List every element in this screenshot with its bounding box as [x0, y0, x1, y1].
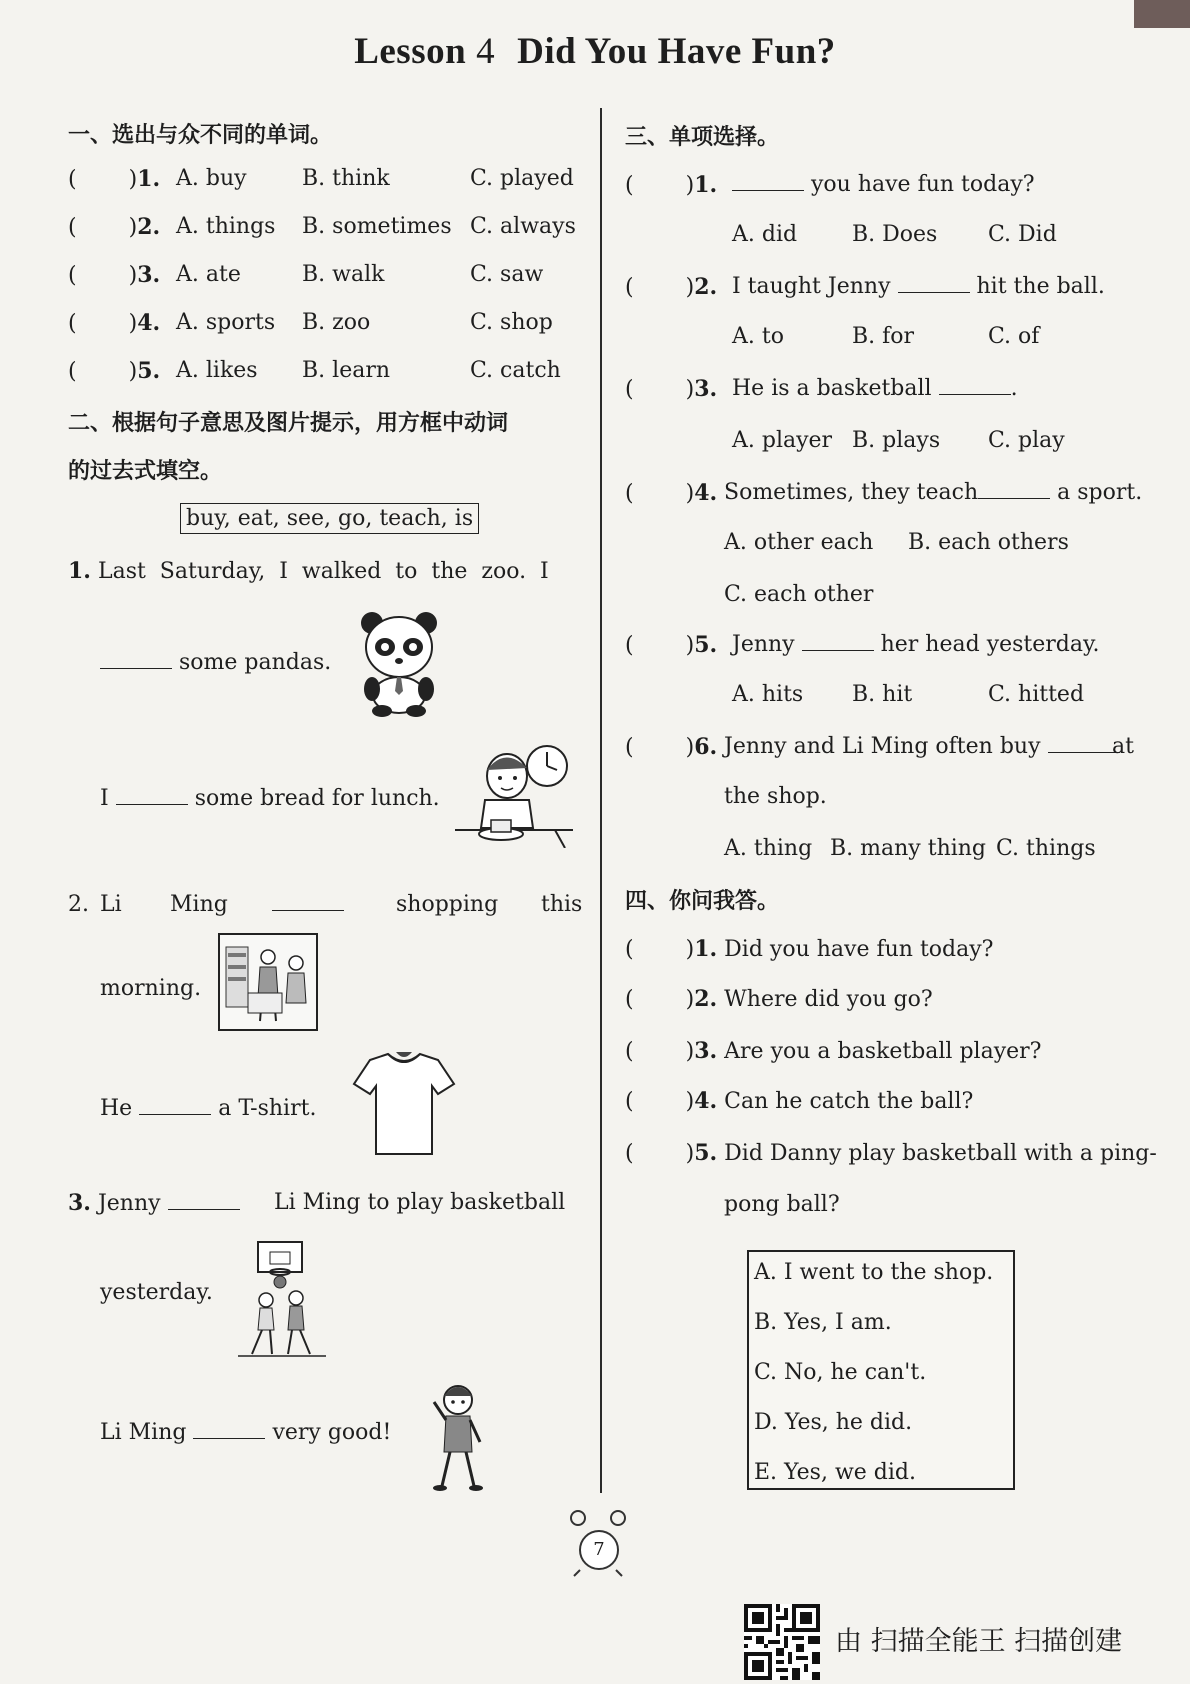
answer-options-box [747, 1250, 1015, 1490]
answer-blank[interactable] [1048, 734, 1120, 753]
list-item: ( )4. [625, 480, 718, 506]
list-item: ( )1. [68, 166, 161, 192]
list-item: ( )3. Are you a basketball player? [625, 1038, 1042, 1064]
option-c: C. play [988, 428, 1065, 453]
section3-heading: 三、单项选择。 [625, 125, 780, 150]
answer-option: B. Yes, I am. [754, 1310, 892, 1335]
option-a: A. sports [176, 310, 276, 335]
answer-blank[interactable] [939, 376, 1011, 395]
answer-option: E. Yes, we did. [754, 1460, 916, 1485]
option-a: A. did [732, 222, 798, 247]
question-2-word: Ming [170, 892, 228, 917]
list-item: ( )5. [625, 632, 718, 658]
option-c: C. hitted [988, 682, 1085, 707]
question-2-word: Li [100, 892, 122, 917]
list-item: ( )6. [625, 734, 718, 760]
question-2-number: 2. [68, 892, 89, 917]
choice-question-6: Jenny and Li Ming often buy [724, 734, 1120, 759]
choice-question-2: I taught Jenny hit the ball. [732, 274, 1105, 299]
answer-blank[interactable] [193, 1420, 265, 1439]
basketball-picture [238, 1240, 326, 1358]
question-1-sentence-a: some pandas. [100, 650, 331, 675]
list-item: ( )2. Where did you go? [625, 986, 933, 1012]
option-a: A. things [176, 214, 276, 239]
option-b: B. zoo [302, 310, 371, 335]
option-b: B. hit [852, 682, 913, 707]
page-title [0, 30, 1190, 73]
section1-heading: 一、选出与众不同的单词。 [68, 123, 333, 148]
answer-blank[interactable] [116, 786, 188, 805]
column-divider [600, 108, 602, 1493]
question-2-blank [272, 892, 344, 917]
page-number: 7 [579, 1530, 619, 1570]
answer-blank[interactable] [802, 632, 874, 651]
option-b: B. walk [302, 262, 385, 287]
section2-heading: 二、根据句子意思及图片提示，用方框中动词 [68, 411, 509, 436]
option-b: B. Does [852, 222, 938, 247]
list-item: ( )3. [68, 262, 161, 288]
qr-code-icon [744, 1604, 820, 1680]
option-a: A. ate [176, 262, 241, 287]
option-c: C. played [470, 166, 574, 191]
list-item: ( )5. [68, 358, 161, 384]
option-c: C. Did [988, 222, 1057, 247]
option-b: B. each others [908, 530, 1069, 555]
option-a: A. buy [176, 166, 247, 191]
option-c: C. always [470, 214, 576, 239]
list-item: ( )4. [68, 310, 161, 336]
answer-blank[interactable] [100, 650, 172, 669]
option-c: C. shop [470, 310, 553, 335]
question-2-word: this [541, 892, 583, 917]
section2-heading-cont: 的过去式填空。 [68, 459, 223, 484]
option-b: B. plays [852, 428, 941, 453]
question-3-line2: yesterday. [100, 1280, 213, 1305]
choice-question-5: Jenny her head yesterday. [732, 632, 1100, 657]
shopping-picture [218, 933, 318, 1031]
option-a: A. to [732, 324, 784, 349]
question-3-text: Li Ming to play basketball [274, 1190, 566, 1215]
choice-question-1: you have fun today? [732, 172, 1035, 197]
section4-heading: 四、你问我答。 [625, 889, 780, 914]
answer-blank[interactable] [898, 274, 970, 293]
option-b: B. for [852, 324, 915, 349]
option-c: C. saw [470, 262, 544, 287]
option-b: B. many thing [830, 836, 987, 861]
option-c: C. things [996, 836, 1096, 861]
answer-blank[interactable] [732, 172, 804, 191]
title-lesson: Lesson [354, 31, 467, 72]
t-shirt-picture [352, 1048, 456, 1158]
list-item: ( )3. [625, 376, 718, 402]
option-a: A. thing [724, 836, 813, 861]
scan-corner-mark [1134, 0, 1190, 28]
boy-waving-picture [430, 1380, 488, 1492]
list-item: ( )1. [625, 172, 718, 198]
panda-picture [358, 605, 440, 717]
option-c: C. catch [470, 358, 561, 383]
question-3: 3. Jenny [68, 1190, 240, 1216]
answer-blank[interactable] [978, 480, 1050, 499]
option-a: A. hits [732, 682, 804, 707]
answer-blank[interactable] [272, 892, 344, 911]
choice-question-4: Sometimes, they teach a sport. [724, 480, 1143, 505]
question-1: 1. Last Saturday, I walked to the zoo. I [68, 558, 549, 584]
answer-blank[interactable] [139, 1096, 211, 1115]
list-item: ( )1. Did you have fun today? [625, 936, 994, 962]
option-b: B. think [302, 166, 390, 191]
option-a: A. likes [176, 358, 258, 383]
question-2-line2: morning. [100, 976, 202, 1001]
question-5-line2: pong ball? [724, 1192, 840, 1217]
list-item: ( )2. [68, 214, 161, 240]
choice-question-6-end: at [1112, 734, 1134, 759]
option-a: A. other each [724, 530, 874, 555]
option-c: C. each other [724, 582, 874, 607]
question-1-sentence-b: I some bread for lunch. [100, 786, 440, 811]
list-item: ( )2. [625, 274, 718, 300]
list-item: ( )5. Did Danny play basketball with a ping- [625, 1140, 1157, 1166]
choice-question-3: He is a basketball . [732, 376, 1018, 401]
option-b: B. learn [302, 358, 391, 383]
question-2-sentence-b: He a T-shirt. [100, 1096, 317, 1121]
choice-question-6-line2: the shop. [724, 784, 827, 809]
title-number: 4 [476, 31, 496, 72]
answer-option: A. I went to the shop. [754, 1260, 994, 1285]
question-2-word: shopping [396, 892, 499, 917]
boy-eating-picture [455, 738, 573, 848]
title-name: Did You Have Fun? [517, 31, 836, 72]
option-b: B. sometimes [302, 214, 452, 239]
verb-word-box: buy, eat, see, go, teach, is [180, 503, 479, 534]
option-a: A. player [732, 428, 833, 453]
list-item: ( )4. Can he catch the ball? [625, 1088, 974, 1114]
option-c: C. of [988, 324, 1040, 349]
answer-option: C. No, he can't. [754, 1360, 927, 1385]
scanner-watermark: 由 扫描全能王 扫描创建 [835, 1626, 1123, 1657]
answer-blank[interactable] [168, 1191, 240, 1210]
answer-option: D. Yes, he did. [754, 1410, 913, 1435]
question-3-sentence-b: Li Ming very good! [100, 1420, 392, 1445]
